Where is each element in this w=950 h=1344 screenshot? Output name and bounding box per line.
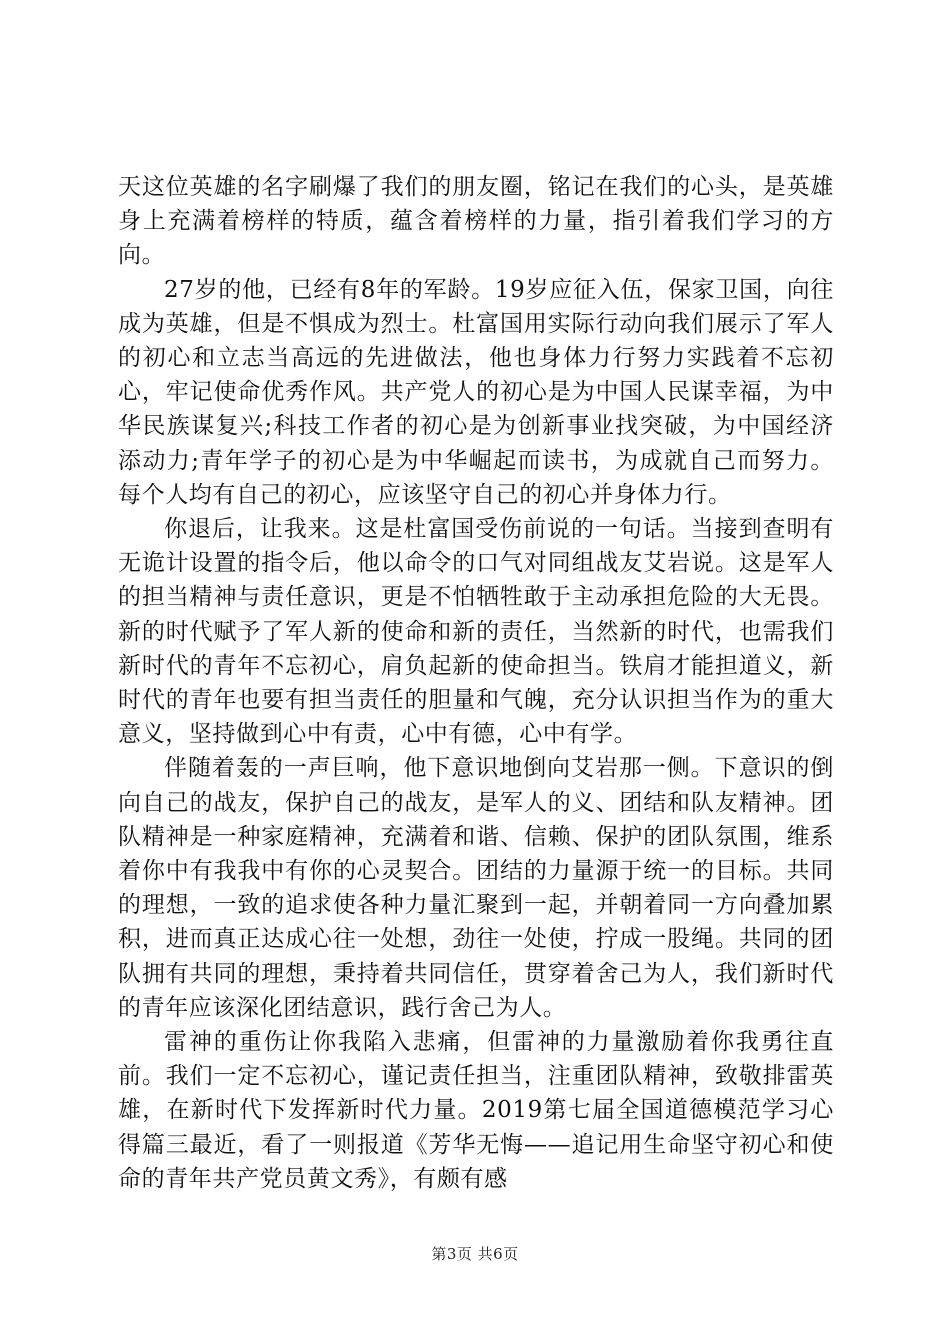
- paragraph-3: 你退后，让我来。这是杜富国受伤前说的一句话。当接到查明有无诡计设置的指令后，他以命令的口气对同组战友艾岩说。这是军人的担当精神与责任意识，更是不怕牺牲敢于主动承担危险的大无畏。新的时代赋予了军人新的使命和新的责任，当然新的时代，也需我们新时代的青年不忘初心，肩负起新的使命担当。铁肩才能担道义，新时代的青年也要有担当责任的胆量和气魄，充分认识担当作为的重大意义，坚持做到心中有责，心中有德，心中有学。: [118, 516, 834, 748]
- paragraph-5: 雷神的重伤让你我陷入悲痛，但雷神的力量激励着你我勇往直前。我们一定不忘初心，谨记责任担当，注重团队精神，致敬排雷英雄，在新时代下发挥新时代力量。2019第七届全国道德模范学习心得篇三最近，看了一则报道《芳华无悔——追记用生命坚守初心和使命的青年共产党员黄文秀》，有颇有感: [118, 1029, 834, 1192]
- document-body: [118, 170, 834, 1196]
- paragraph-2: 27岁的他，已经有8年的军龄。19岁应征入伍，保家卫国，向往成为英雄，但是不惧成为烈士。杜富国用实际行动向我们展示了军人的初心和立志当高远的先进做法，他也身体力行努力实践着不忘初心，牢记使命优秀作风。共产党人的初心是为中国人民谋幸福，为中华民族谋复兴;科技工作者的初心是为创新事业找突破，为中国经济添动力;青年学子的初心是为中华崛起而读书，为成就自己而努力。每个人均有自己的初心，应该坚守自己的初心并身体力行。: [118, 276, 834, 508]
- paragraph-4: 伴随着轰的一声巨响，他下意识地倒向艾岩那一侧。下意识的倒向自己的战友，保护自己的战友，是军人的义、团结和队友精神。团队精神是一种家庭精神，充满着和谐、信赖、保护的团队氛围，维系着你中有我我中有你的心灵契合。团结的力量源于统一的目标。共同的理想，一致的追求使各种力量汇聚到一起，并朝着同一方向叠加累积，进而真正达成心往一处想，劲往一处使，拧成一股绳。共同的团队拥有共同的理想，秉持着共同信任，贯穿着舍己为人，我们新时代的青年应该深化团结意识，践行舍己为人。: [118, 755, 834, 1021]
- page-number-footer: 第3页 共6页: [431, 1245, 519, 1263]
- paragraph-1: 天这位英雄的名字刷爆了我们的朋友圈，铭记在我们的心头，是英雄身上充满着榜样的特质，蕴含着榜样的力量，指引着我们学习的方向。: [118, 174, 834, 269]
